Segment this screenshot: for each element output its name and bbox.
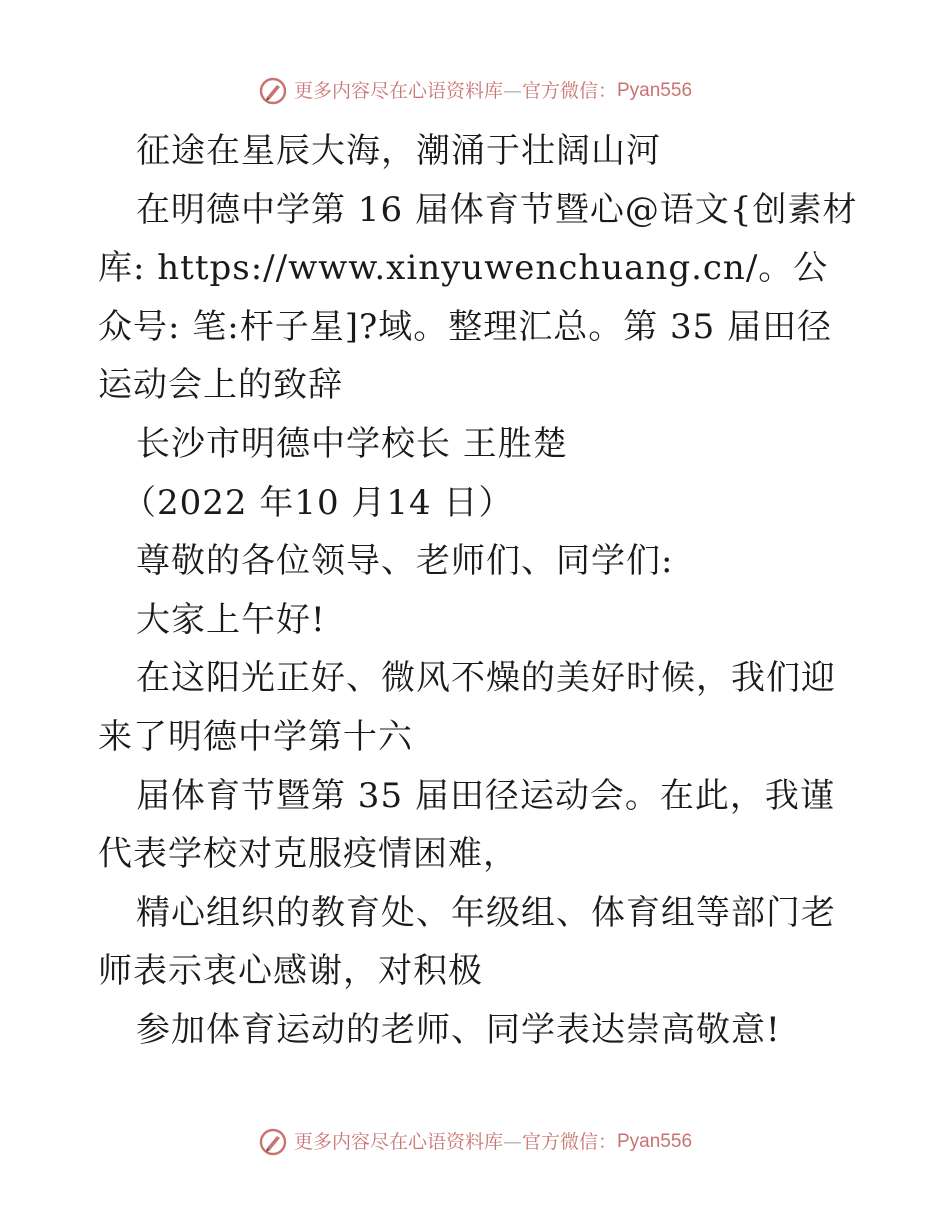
footer-banner [0, 1127, 950, 1157]
banner-wechat-label: 官方微信： [521, 80, 617, 102]
banner-title: 更多内容尽在心语资料库 [293, 80, 503, 102]
pen-circle-logo-icon [258, 1127, 288, 1157]
banner-dash: — [502, 1131, 522, 1153]
salutation: 尊敬的各位领导、老师们、同学们: [136, 541, 674, 582]
body-paragraph: 参加体育运动的老师、同学表达崇高敬意! [136, 1009, 781, 1050]
author-line: 长沙市明德中学校长 王胜楚 [136, 423, 568, 464]
speech-title: 在明德中学第 16 届体育节暨心@语文{创素材库: https://www.xinyuwenchuang.cn/。公众号: 笔:杆子星]?域。整理汇总。第 35 届田径运动会上的致辞 [98, 189, 858, 406]
banner-wechat-id: Pyan556 [617, 80, 693, 101]
banner-wechat-label: 官方微信： [521, 1131, 617, 1153]
body-paragraph: 精心组织的教育处、年级组、体育组等部门老师表示衷心感谢，对积极 [98, 892, 836, 992]
body-paragraph: 在这阳光正好、微风不燥的美好时候，我们迎来了明德中学第十六 [98, 658, 836, 757]
banner-dash: — [502, 80, 522, 102]
header-banner [0, 76, 950, 106]
date-line: （2022 年10 月14 日） [122, 482, 514, 523]
banner-title: 更多内容尽在心语资料库 [293, 1131, 503, 1153]
headline: 征途在星辰大海，潮涌于壮阔山河 [136, 131, 661, 171]
greeting: 大家上午好! [136, 599, 326, 640]
body-paragraph: 届体育节暨第 35 届田径运动会。在此，我谨代表学校对克服疫情困难， [98, 775, 835, 875]
banner-wechat-id: Pyan556 [617, 1131, 693, 1152]
document-body [98, 122, 858, 1060]
pen-circle-logo-icon [258, 76, 288, 106]
